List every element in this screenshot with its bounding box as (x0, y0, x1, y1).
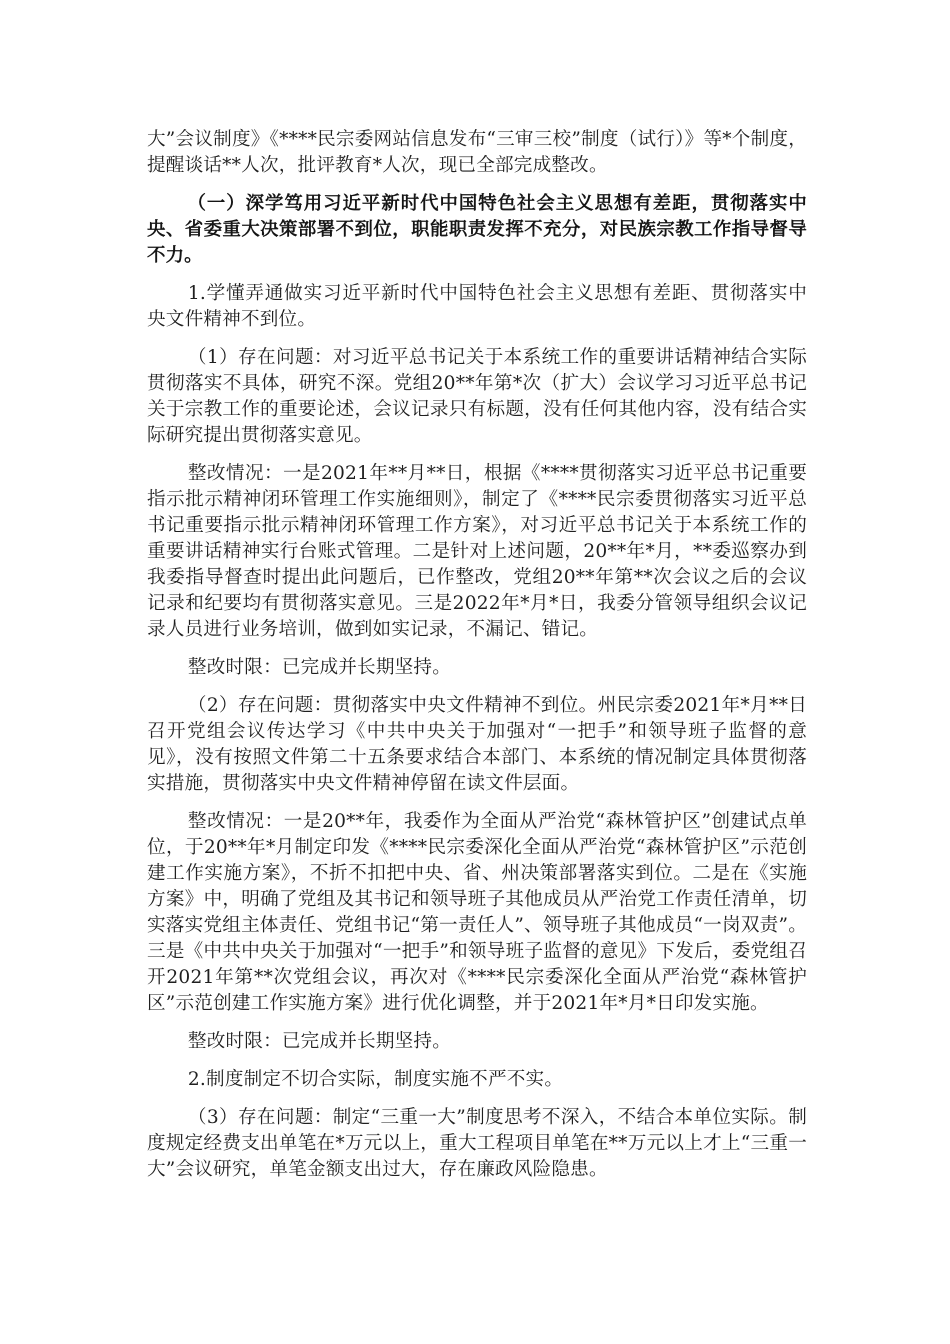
deadline-2: 整改时限：已完成并长期坚持。 (187, 1031, 452, 1052)
subheading-2: 2.制度制定不切合实际，制度实施不严不实。 (187, 1069, 564, 1090)
problem-2: （2）存在问题：贯彻落实中央文件精神不到位。州民宗委2021年*月**日召开党组会议传达学习《中共中央关于加强对“一把手”和领导班子监督的意见》，没有按照文件第二十五条要求结合本部门、本系统的情况制定具体贯彻落实措施，贯彻落实中央文件精神停留在读文件层面。 (147, 695, 807, 794)
paragraph-continuation: 大”会议制度》《****民宗委网站信息发布“三审三校”制度（试行）》等*个制度，提醒谈话**人次，批评教育*人次，现已全部完成整改。 (147, 129, 807, 176)
problem-1: （1）存在问题：对习近平总书记关于本系统工作的重要讲话精神结合实际贯彻落实不具体，研究不深。党组20**年第*次（扩大）会议学习习近平总书记关于宗教工作的重要论述，会议记录只有标题，没有任何其他内容，没有结合实际研究提出贯彻落实意见。 (147, 347, 807, 446)
section-heading-1: （一）深学笃用习近平新时代中国特色社会主义思想有差距，贯彻落实中央、省委重大决策部署不到位，职能职责发挥不充分，对民族宗教工作指导督导不力。 (147, 193, 807, 266)
document-page (147, 127, 807, 1195)
deadline-1: 整改时限：已完成并长期坚持。 (187, 657, 452, 678)
rectification-2: 整改情况：一是20**年，我委作为全面从严治党“森林管护区”创建试点单位，于20**年*月制定印发《****民宗委深化全面从严治党“森林管护区”示范创建工作实施方案》，不折不扣把中央、省、州决策部署落实到位。二是在《实施方案》中，明确了党组及其书记和领导班子其他成员从严治党工作责任清单，切实落实党组主体责任、党组书记“第一责任人”、领导班子其他成员“一岗双责”。三是《中共中央关于加强对“一把手”和领导班子监督的意见》下发后，委党组召开2021年第**次党组会议，再次对《****民宗委深化全面从严治党“森林管护区”示范创建工作实施方案》进行优化调整，并于2021年*月*日印发实施。 (147, 811, 807, 1014)
rectification-1: 整改情况：一是2021年**月**日，根据《****贯彻落实习近平总书记重要指示批示精神闭环管理工作实施细则》，制定了《****民宗委贯彻落实习近平总书记重要指示批示精神闭环管理工作方案》，对习近平总书记关于本系统工作的重要讲话精神实行台账式管理。二是针对上述问题，20**年*月，**委巡察办到我委指导督查时提出此问题后，已作整改，党组20**年第**次会议之后的会议记录和纪要均有贯彻落实意见。三是2022年*月*日，我委分管领导组织会议记录人员进行业务培训，做到如实记录，不漏记、错记。 (147, 463, 807, 640)
problem-3: （3）存在问题：制定“三重一大”制度思考不深入，不结合本单位实际。制度规定经费支出单笔在*万元以上，重大工程项目单笔在**万元以上才上“三重一大”会议研究，单笔金额支出过大，存在廉政风险隐患。 (147, 1107, 807, 1180)
subheading-1: 1.学懂弄通做实习近平新时代中国特色社会主义思想有差距、贯彻落实中央文件精神不到位。 (147, 283, 807, 330)
